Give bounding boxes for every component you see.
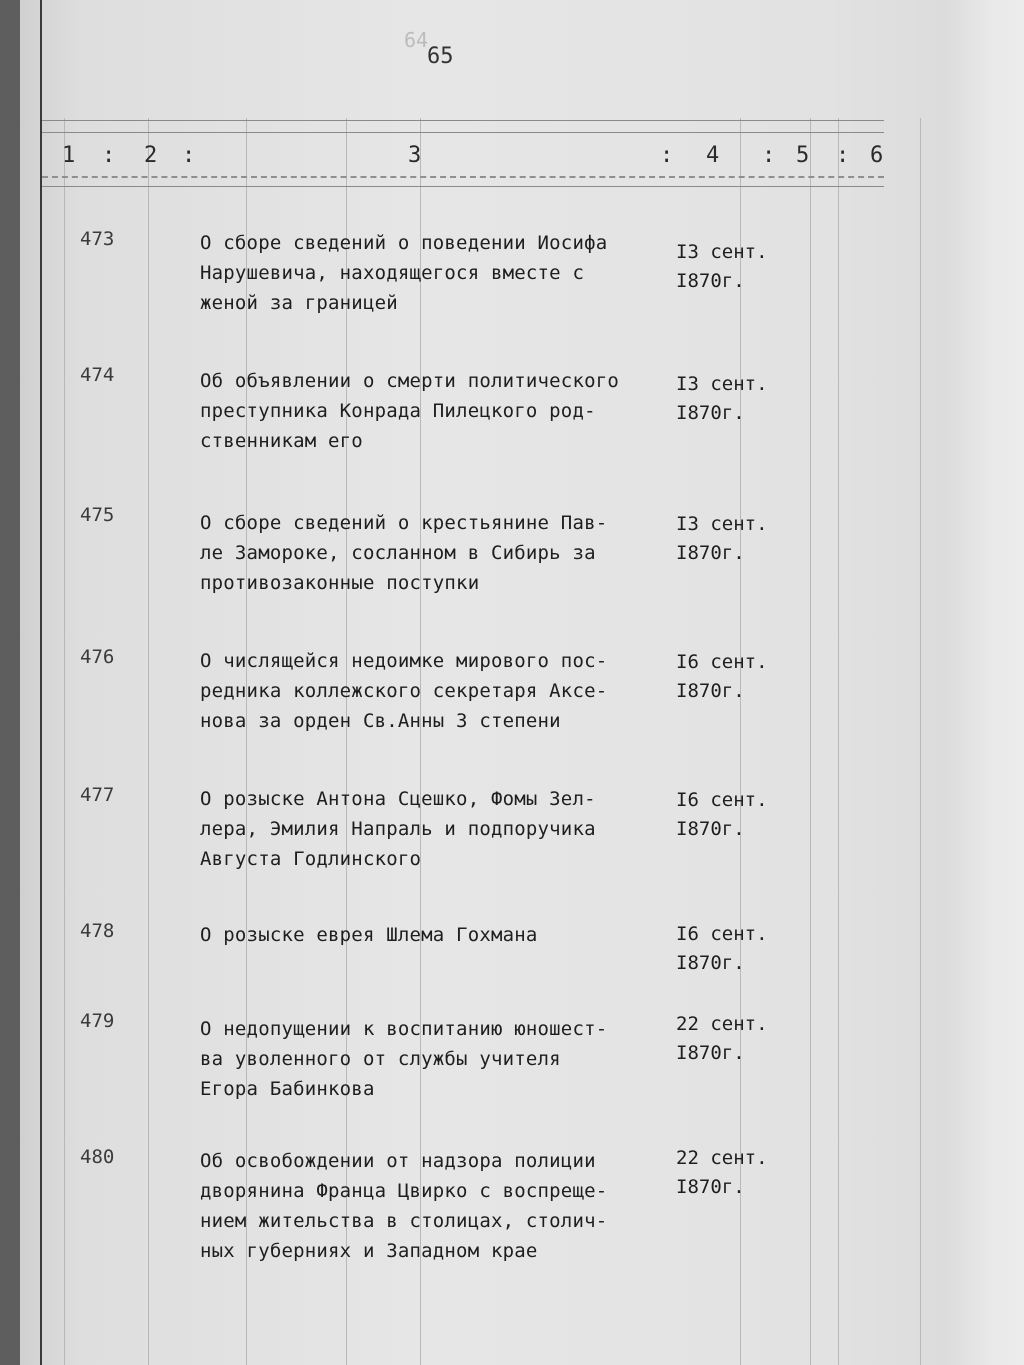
header-rule xyxy=(42,132,884,133)
entry-number-480: 480 xyxy=(80,1146,115,1168)
entry-date-475: I3 сент. I870г. xyxy=(676,513,768,564)
entry-date-476: I6 сент. I870г. xyxy=(676,651,768,702)
entry-description-473: О сборе сведений о поведении Иосифа Нарушевича, находящегося вместе с женой за границей xyxy=(200,232,608,314)
column-separator: : xyxy=(836,143,850,168)
header-dashed-rule xyxy=(42,176,884,178)
ghost-page-number: 64 xyxy=(404,28,429,52)
column-header-6: 6 xyxy=(870,143,884,168)
entry-description-478: О розыске еврея Шлема Гохмана xyxy=(200,924,538,946)
column-rule xyxy=(920,118,921,1365)
entry-date-474: I3 сент. I870г. xyxy=(676,373,768,424)
column-rule xyxy=(838,118,839,1365)
column-header-1: 1 xyxy=(62,143,76,168)
header-rule-bottom xyxy=(42,186,884,187)
column-separator: : xyxy=(102,143,116,168)
column-header-2: 2 xyxy=(144,143,158,168)
entry-description-477: О розыске Антона Сцешко, Фомы Зел- лера, Эмилия Напраль и подпоручика Августа Годлинского xyxy=(200,788,596,870)
entry-number-476: 476 xyxy=(80,646,115,668)
page-number: 65 xyxy=(427,44,454,69)
entry-number-479: 479 xyxy=(80,1010,115,1032)
entry-date-478: I6 сент. I870г. xyxy=(676,923,768,974)
binder-margin-line xyxy=(40,0,42,1365)
entry-number-475: 475 xyxy=(80,504,115,526)
column-header-3: 3 xyxy=(408,143,422,168)
column-header-4: 4 xyxy=(706,143,720,168)
entry-number-478: 478 xyxy=(80,920,115,942)
entry-description-474: Об объявлении о смерти политического преступника Конрада Пилецкого род- ственникам его xyxy=(200,370,620,452)
column-rule xyxy=(64,118,65,1365)
column-rule xyxy=(810,118,811,1365)
column-separator: : xyxy=(762,143,776,168)
entry-number-474: 474 xyxy=(80,364,115,386)
column-rule xyxy=(148,118,149,1365)
entry-description-480: Об освобождении от надзора полиции дворянина Франца Цвирко с воспреще- нием жительства в столицах, столич- ных губерниях и Западном крае xyxy=(200,1150,608,1262)
entry-description-479: О недопущении к воспитанию юношест- ва уволенного от службы учителя Егора Бабинкова xyxy=(200,1018,608,1100)
entry-date-473: I3 сент. I870г. xyxy=(676,241,768,292)
column-separator: : xyxy=(660,143,674,168)
entry-date-477: I6 сент. I870г. xyxy=(676,789,768,840)
entry-date-479: 22 сент. I870г. xyxy=(676,1013,768,1064)
column-separator: : xyxy=(182,143,196,168)
page-edge-shadow xyxy=(944,0,1024,1365)
entry-number-477: 477 xyxy=(80,784,115,806)
header-rule-top xyxy=(42,120,884,121)
entry-description-476: О числящейся недоимке мирового пос- редника коллежского секретаря Аксе- нова за орден Св.Анны 3 степени xyxy=(200,650,608,732)
entry-description-475: О сборе сведений о крестьянине Пав- ле Замороке, сосланном в Сибирь за противозаконные поступки xyxy=(200,512,608,594)
entry-number-473: 473 xyxy=(80,228,115,250)
column-header-5: 5 xyxy=(796,143,810,168)
document-page xyxy=(20,0,1024,1365)
entry-date-480: 22 сент. I870г. xyxy=(676,1147,768,1198)
